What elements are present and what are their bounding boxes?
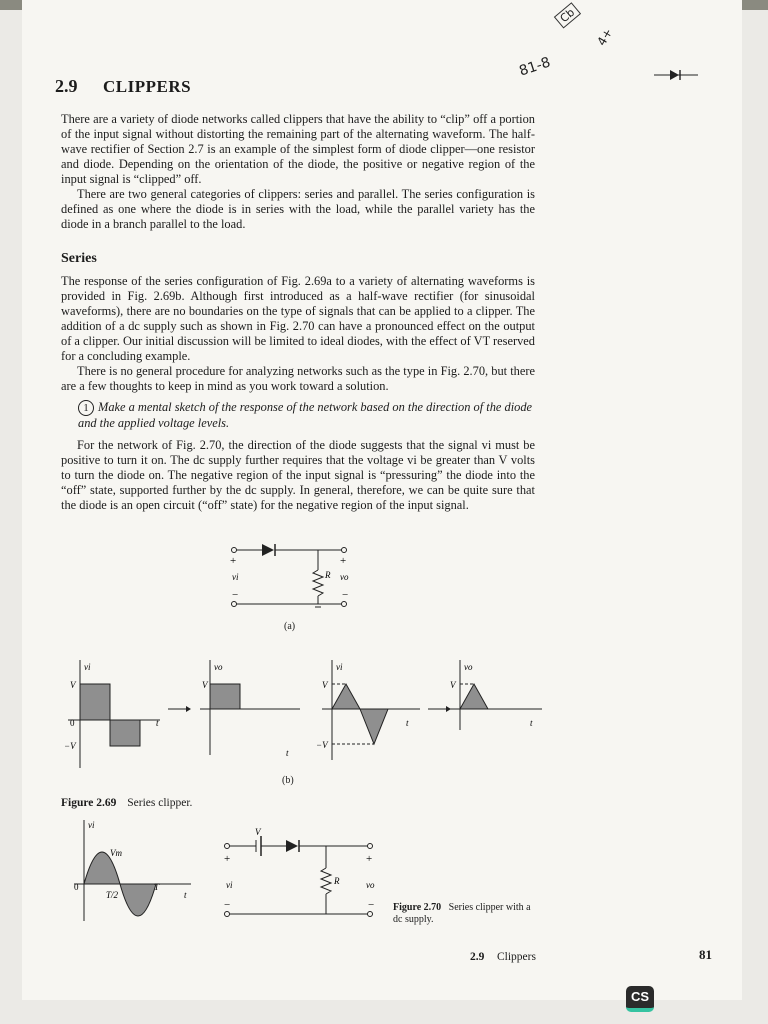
step-number: 1 xyxy=(78,400,94,416)
vo-axis-label: vo xyxy=(214,662,223,672)
v-level-label: V xyxy=(202,680,208,690)
figure-2-69b-label: (b) xyxy=(282,775,294,786)
neg-v-label: −V xyxy=(316,740,328,750)
figure-2-70-circuit xyxy=(222,826,382,926)
plus-sign-out: + xyxy=(366,853,373,865)
handwritten-page-range: 81-8 xyxy=(517,54,553,80)
figure-2-69b-waveforms xyxy=(60,660,550,770)
plus-sign-out: + xyxy=(340,555,347,567)
figure-2-69a-circuit xyxy=(222,540,362,625)
minus-sign-in: − xyxy=(232,589,239,601)
zero-label: 0 xyxy=(74,882,79,892)
series-heading: Series xyxy=(61,251,97,266)
vi-label: vi xyxy=(232,572,239,582)
intro-text-block xyxy=(61,112,535,232)
footer-section-number: 2.9 xyxy=(470,951,485,963)
r-label: R xyxy=(334,876,340,886)
vm-label: Vm xyxy=(110,848,122,858)
v-source-label: V xyxy=(255,827,261,837)
r-label: R xyxy=(325,570,331,580)
vi-axis-label: vi xyxy=(84,662,91,672)
minus-sign-out: − xyxy=(342,589,349,601)
diode-symbol-doodle xyxy=(652,68,700,82)
step-1-text: Make a mental sketch of the response of the network based on the direction of the diode and the applied voltage levels. xyxy=(78,400,533,430)
minus-sign-out: − xyxy=(368,899,375,911)
t-axis-label: t xyxy=(184,890,187,900)
paragraph-2: There are two general categories of clippers: series and parallel. The series configuration is defined as one where the diode is in series with the load, while the parallel variety has the diode in a branch parallel to the load. xyxy=(61,187,535,231)
paragraph-5: For the network of Fig. 2.70, the direction of the diode suggests that the signal vi must be positive to turn it on. The dc supply further requires that the voltage vi be greater than V volts to turn the diode on. The negative region of the input signal is “pressuring” the diode into the “off” state, supported further by the dc supply. In general, therefore, we can be quite sure that the diode is an open circuit (“off” state) for the negative region of the input signal. xyxy=(61,438,535,512)
footer-section-title: Clippers xyxy=(497,951,536,963)
minus-sign-in: − xyxy=(224,899,231,911)
square-input-plot xyxy=(64,660,160,768)
figure-2-69-text: Series clipper. xyxy=(127,797,193,809)
zero-label: 0 xyxy=(70,718,75,728)
vi-axis-label: vi xyxy=(336,662,343,672)
vi-axis-label: vi xyxy=(88,820,95,830)
diode-symbol xyxy=(286,840,298,852)
scanner-app-badge: CS xyxy=(626,986,654,1012)
t-axis-label: t xyxy=(406,718,409,728)
figure-2-70-number: Figure 2.70 xyxy=(393,902,442,913)
plus-sign-in: + xyxy=(230,555,237,567)
figure-2-70-sinusoid xyxy=(66,816,196,931)
section-title: CLIPPERS xyxy=(103,77,192,96)
figure-2-70-caption xyxy=(393,902,533,926)
series-text-block xyxy=(61,274,535,394)
figure-2-70-text: Series clipper with a dc supply. xyxy=(393,902,531,925)
triangle-input-plot xyxy=(316,660,420,760)
step-1 xyxy=(78,400,538,431)
v-level-label: V xyxy=(450,680,456,690)
period-label: T xyxy=(154,882,160,892)
figure-2-69-number: Figure 2.69 xyxy=(61,797,117,809)
section-number: 2.9 xyxy=(55,76,78,96)
v-level-label: V xyxy=(70,680,76,690)
plus-sign-in: + xyxy=(224,853,231,865)
handwritten-note-box: Cb xyxy=(554,2,581,28)
neg-v-label: −V xyxy=(64,741,76,751)
paragraph-1: There are a variety of diode networks called clippers that have the ability to “clip” off a portion of the input signal without distorting the remaining part of the alternating waveform. The half-wave rectifier of Section 2.7 is an example of the simplest form of diode clipper—one resistor and diode. Depending on the orientation of the diode, the positive or negative region of the input signal is “clipped” off. xyxy=(61,112,535,186)
figure-2-69-caption xyxy=(61,797,192,809)
vo-axis-label: vo xyxy=(464,662,473,672)
resistor-symbol xyxy=(313,570,323,596)
handwritten-note: 4+ xyxy=(594,25,616,49)
vo-label: vo xyxy=(340,572,349,582)
figure-2-69a-label: (a) xyxy=(284,621,296,632)
t-axis-label: t xyxy=(286,748,289,758)
diode-symbol xyxy=(262,544,274,556)
triangle-output-plot xyxy=(450,660,542,730)
paragraph-3: The response of the series configuration of Fig. 2.69a to a variety of alternating waveforms is provided in Fig. 2.69b. Although first introduced as a half-wave rectifier (for sinusoidal waveforms), there are no boundaries on the type of signals that can be applied to a clipper. The addition of a dc supply such as shown in Fig. 2.70 can have a pronounced effect on the output of a clipper. Our initial discussion will be limited to ideal diodes, with the effect of VT reserved for a concluding example. xyxy=(61,274,535,363)
resistor-symbol xyxy=(321,868,331,894)
page-number: 81 xyxy=(699,947,712,962)
t-axis-label: t xyxy=(530,718,533,728)
analysis-text-block xyxy=(61,438,535,513)
v-level-label: V xyxy=(322,680,328,690)
vo-label: vo xyxy=(366,880,375,890)
t-axis-label: t xyxy=(156,718,159,728)
half-period-label: T/2 xyxy=(106,890,119,900)
square-output-plot xyxy=(200,660,300,758)
vi-label: vi xyxy=(226,880,233,890)
paragraph-4: There is no general procedure for analyzing networks such as the type in Fig. 2.70, but there are a few thoughts to keep in mind as you work toward a solution. xyxy=(61,364,535,393)
